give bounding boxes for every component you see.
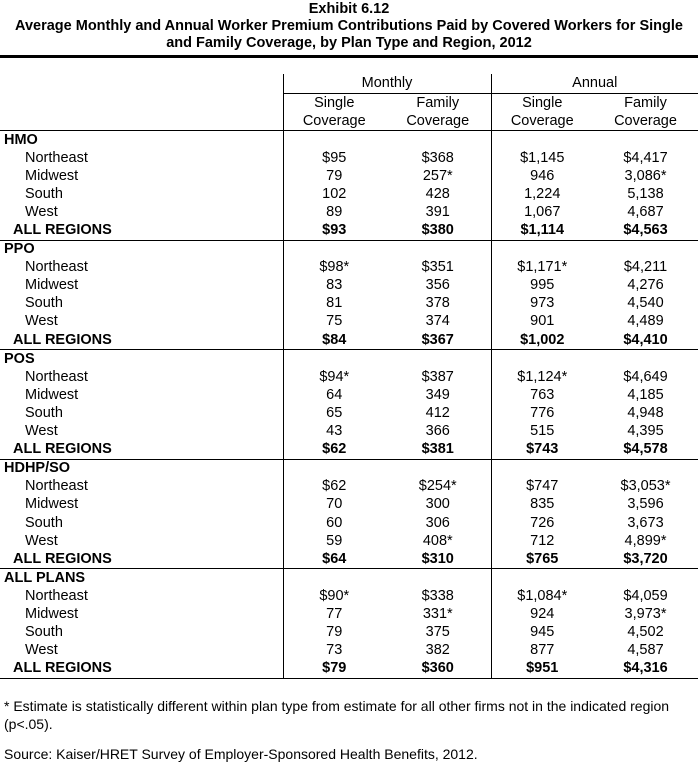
annual-family-cell: 4,395: [627, 423, 664, 440]
region-label: West: [25, 532, 58, 549]
annual-single-header-2: Coverage: [491, 112, 593, 131]
region-label: South: [25, 404, 63, 421]
header-row-periods: [0, 74, 698, 94]
monthly-family-header: Family: [416, 94, 460, 111]
annual-family-header: Family: [624, 94, 667, 111]
monthly-single-cell: 70: [283, 496, 385, 514]
monthly-single-cell: 75: [283, 313, 385, 331]
table-row: [0, 587, 698, 605]
table-row: [0, 642, 698, 660]
monthly-single-cell: $84: [283, 331, 385, 350]
all-regions-row: [0, 660, 698, 678]
monthly-family-cell: 382: [425, 642, 450, 659]
title-rule: [0, 55, 698, 58]
monthly-single-cell: 79: [283, 167, 385, 185]
plan-type-label: HDHP/SO: [0, 459, 283, 478]
table-row: [0, 295, 698, 313]
region-label: Northeast: [25, 259, 88, 276]
annual-family-cell: 4,276: [627, 277, 664, 294]
annual-single-cell: $951: [491, 660, 593, 678]
monthly-single-cell: $93: [283, 221, 385, 240]
group-header-row: [0, 569, 698, 588]
monthly-single-header-2: Coverage: [283, 112, 385, 131]
annual-family-cell: $4,649: [623, 368, 668, 385]
table-row: [0, 259, 698, 277]
table-row: [0, 532, 698, 550]
table-row: [0, 368, 698, 386]
exhibit-number: Exhibit 6.12: [308, 1, 390, 17]
annual-family-cell: 3,596: [627, 496, 664, 513]
monthly-single-cell: 81: [283, 295, 385, 313]
annual-single-cell: $743: [491, 441, 593, 460]
annual-single-cell: 945: [491, 624, 593, 642]
annual-family-cell: $4,316: [623, 660, 668, 677]
monthly-family-cell: 257*: [422, 167, 453, 184]
annual-single-cell: $765: [491, 550, 593, 569]
monthly-family-cell: 428: [425, 185, 450, 202]
monthly-family-cell: $254*: [418, 478, 457, 495]
annual-family-cell: $3,053*: [620, 478, 671, 495]
monthly-single-cell: $98*: [283, 259, 385, 277]
monthly-single-cell: 89: [283, 203, 385, 221]
monthly-family-cell: 306: [425, 514, 450, 531]
region-label: ALL REGIONS: [13, 222, 112, 239]
annual-single-cell: 901: [491, 313, 593, 331]
region-label: Midwest: [25, 167, 79, 184]
monthly-single-cell: 64: [283, 386, 385, 404]
region-label: South: [25, 185, 63, 202]
annual-family-cell: $4,410: [623, 331, 668, 348]
monthly-family-cell: 349: [425, 386, 450, 403]
monthly-family-cell: 356: [425, 277, 450, 294]
annual-family-cell: 4,489: [627, 313, 664, 330]
annual-single-cell: $747: [491, 478, 593, 496]
table-row: [0, 404, 698, 422]
region-label: Northeast: [25, 368, 88, 385]
plan-type-label: POS: [0, 350, 283, 369]
monthly-single-cell: $62: [283, 441, 385, 460]
annual-single-cell: $1,002: [491, 331, 593, 350]
region-label: Northeast: [25, 587, 88, 604]
annual-family-cell: 5,138: [627, 185, 664, 202]
region-label: Midwest: [25, 605, 79, 622]
region-label: Northeast: [25, 149, 88, 166]
monthly-family-cell: $338: [421, 587, 454, 604]
region-label: ALL REGIONS: [13, 660, 112, 677]
annual-single-cell: 924: [491, 605, 593, 623]
annual-family-cell: $4,563: [623, 222, 668, 239]
annual-single-cell: 712: [491, 532, 593, 550]
region-label: South: [25, 514, 63, 531]
all-regions-row: [0, 331, 698, 350]
monthly-single-cell: 43: [283, 423, 385, 441]
monthly-single-cell: 60: [283, 514, 385, 532]
monthly-family-cell: $367: [421, 331, 454, 348]
table-bottom-rule: [0, 678, 698, 679]
annual-family-cell: 4,899*: [624, 532, 667, 549]
annual-family-cell: 4,502: [627, 624, 664, 641]
annual-single-cell: 946: [491, 167, 593, 185]
region-label: Midwest: [25, 386, 79, 403]
annual-family-cell: $3,720: [623, 550, 668, 567]
table-row: [0, 167, 698, 185]
region-label: South: [25, 295, 63, 312]
monthly-family-cell: $368: [421, 149, 454, 166]
table-row: [0, 478, 698, 496]
annual-family-cell: 4,687: [627, 203, 664, 220]
monthly-family-cell: 412: [425, 404, 450, 421]
annual-single-cell: 763: [491, 386, 593, 404]
monthly-single-cell: 65: [283, 404, 385, 422]
monthly-single-cell: 83: [283, 277, 385, 295]
header-row-coverage-1: [0, 94, 698, 113]
plan-type-label: HMO: [0, 131, 283, 150]
region-label: Northeast: [25, 478, 88, 495]
annual-family-cell: 3,973*: [624, 605, 667, 622]
monthly-single-cell: $64: [283, 550, 385, 569]
table-row: [0, 514, 698, 532]
monthly-family-header-2: Coverage: [406, 112, 470, 129]
region-label: West: [25, 313, 58, 330]
table-row: [0, 277, 698, 295]
monthly-single-cell: 77: [283, 605, 385, 623]
annual-single-cell: 776: [491, 404, 593, 422]
monthly-header: Monthly: [283, 74, 491, 94]
annual-single-cell: 726: [491, 514, 593, 532]
monthly-family-cell: $351: [421, 259, 454, 276]
annual-family-cell: 4,540: [627, 295, 664, 312]
region-label: West: [25, 423, 58, 440]
monthly-family-cell: $381: [421, 441, 454, 458]
all-regions-row: [0, 550, 698, 569]
annual-single-cell: $1,171*: [491, 259, 593, 277]
table-row: [0, 149, 698, 167]
table-row: [0, 605, 698, 623]
group-header-row: [0, 131, 698, 150]
plan-type-label: ALL PLANS: [0, 569, 283, 588]
monthly-single-cell: 102: [283, 185, 385, 203]
annual-header: Annual: [491, 74, 698, 94]
region-label: Midwest: [25, 277, 79, 294]
table-row: [0, 203, 698, 221]
annual-single-header: Single: [491, 94, 593, 113]
annual-single-cell: $1,124*: [491, 368, 593, 386]
monthly-single-cell: 59: [283, 532, 385, 550]
monthly-family-cell: 366: [425, 423, 450, 440]
monthly-family-cell: 331*: [422, 605, 453, 622]
table-row: [0, 185, 698, 203]
annual-family-cell: 3,673: [627, 514, 664, 531]
group-header-row: [0, 350, 698, 369]
annual-family-cell: $4,578: [623, 441, 668, 458]
annual-family-cell: $4,059: [623, 587, 668, 604]
region-label: South: [25, 624, 63, 641]
region-label: ALL REGIONS: [13, 331, 112, 348]
annual-single-cell: 973: [491, 295, 593, 313]
annual-single-cell: $1,145: [491, 149, 593, 167]
table-row: [0, 624, 698, 642]
annual-single-cell: $1,084*: [491, 587, 593, 605]
monthly-single-cell: $95: [283, 149, 385, 167]
annual-single-cell: 877: [491, 642, 593, 660]
table-row: [0, 496, 698, 514]
annual-family-cell: $4,211: [623, 259, 668, 276]
annual-single-cell: 1,067: [491, 203, 593, 221]
monthly-family-cell: 378: [425, 295, 450, 312]
monthly-family-cell: 391: [425, 203, 450, 220]
region-label: ALL REGIONS: [13, 441, 112, 458]
table-row: [0, 423, 698, 441]
annual-single-cell: $1,114: [491, 221, 593, 240]
group-header-row: [0, 459, 698, 478]
monthly-family-cell: $380: [421, 222, 454, 239]
region-label: ALL REGIONS: [13, 550, 112, 567]
monthly-single-header: Single: [283, 94, 385, 113]
annual-family-cell: $4,417: [623, 149, 668, 166]
monthly-family-cell: 374: [425, 313, 450, 330]
header-row-coverage-2: [0, 112, 698, 131]
monthly-single-cell: 73: [283, 642, 385, 660]
exhibit-title: [0, 0, 698, 52]
monthly-single-cell: 79: [283, 624, 385, 642]
monthly-family-cell: 408*: [422, 532, 453, 549]
monthly-single-cell: $90*: [283, 587, 385, 605]
annual-single-cell: 1,224: [491, 185, 593, 203]
annual-family-header-2: Coverage: [614, 112, 677, 129]
monthly-family-cell: $387: [421, 368, 454, 385]
table-row: [0, 386, 698, 404]
region-label: West: [25, 642, 58, 659]
annual-single-cell: 515: [491, 423, 593, 441]
footnote: * Estimate is statistically different within plan type from estimate for all other firms not in the indicated region (p<.05).: [4, 697, 670, 732]
all-regions-row: [0, 221, 698, 240]
annual-single-cell: 995: [491, 277, 593, 295]
source-note: Source: Kaiser/HRET Survey of Employer-Sponsored Health Benefits, 2012.: [4, 745, 478, 762]
group-header-row: [0, 240, 698, 259]
monthly-family-cell: $310: [421, 550, 454, 567]
monthly-single-cell: $62: [283, 478, 385, 496]
monthly-family-cell: 300: [425, 496, 450, 513]
annual-family-cell: 3,086*: [624, 167, 667, 184]
table-row: [0, 313, 698, 331]
plan-type-label: PPO: [0, 240, 283, 259]
monthly-family-cell: 375: [425, 624, 450, 641]
all-regions-row: [0, 441, 698, 460]
contributions-table: [0, 74, 698, 678]
annual-family-cell: 4,587: [627, 642, 664, 659]
region-label: Midwest: [25, 496, 79, 513]
annual-family-cell: 4,948: [627, 404, 664, 421]
annual-single-cell: 835: [491, 496, 593, 514]
annual-family-cell: 4,185: [627, 386, 664, 403]
monthly-single-cell: $79: [283, 660, 385, 678]
region-label: West: [25, 203, 58, 220]
monthly-single-cell: $94*: [283, 368, 385, 386]
monthly-family-cell: $360: [421, 660, 454, 677]
exhibit-heading: Average Monthly and Annual Worker Premium Contributions Paid by Covered Workers for Single and Family Coverage, by Plan Type and Region, 2012: [15, 18, 683, 51]
